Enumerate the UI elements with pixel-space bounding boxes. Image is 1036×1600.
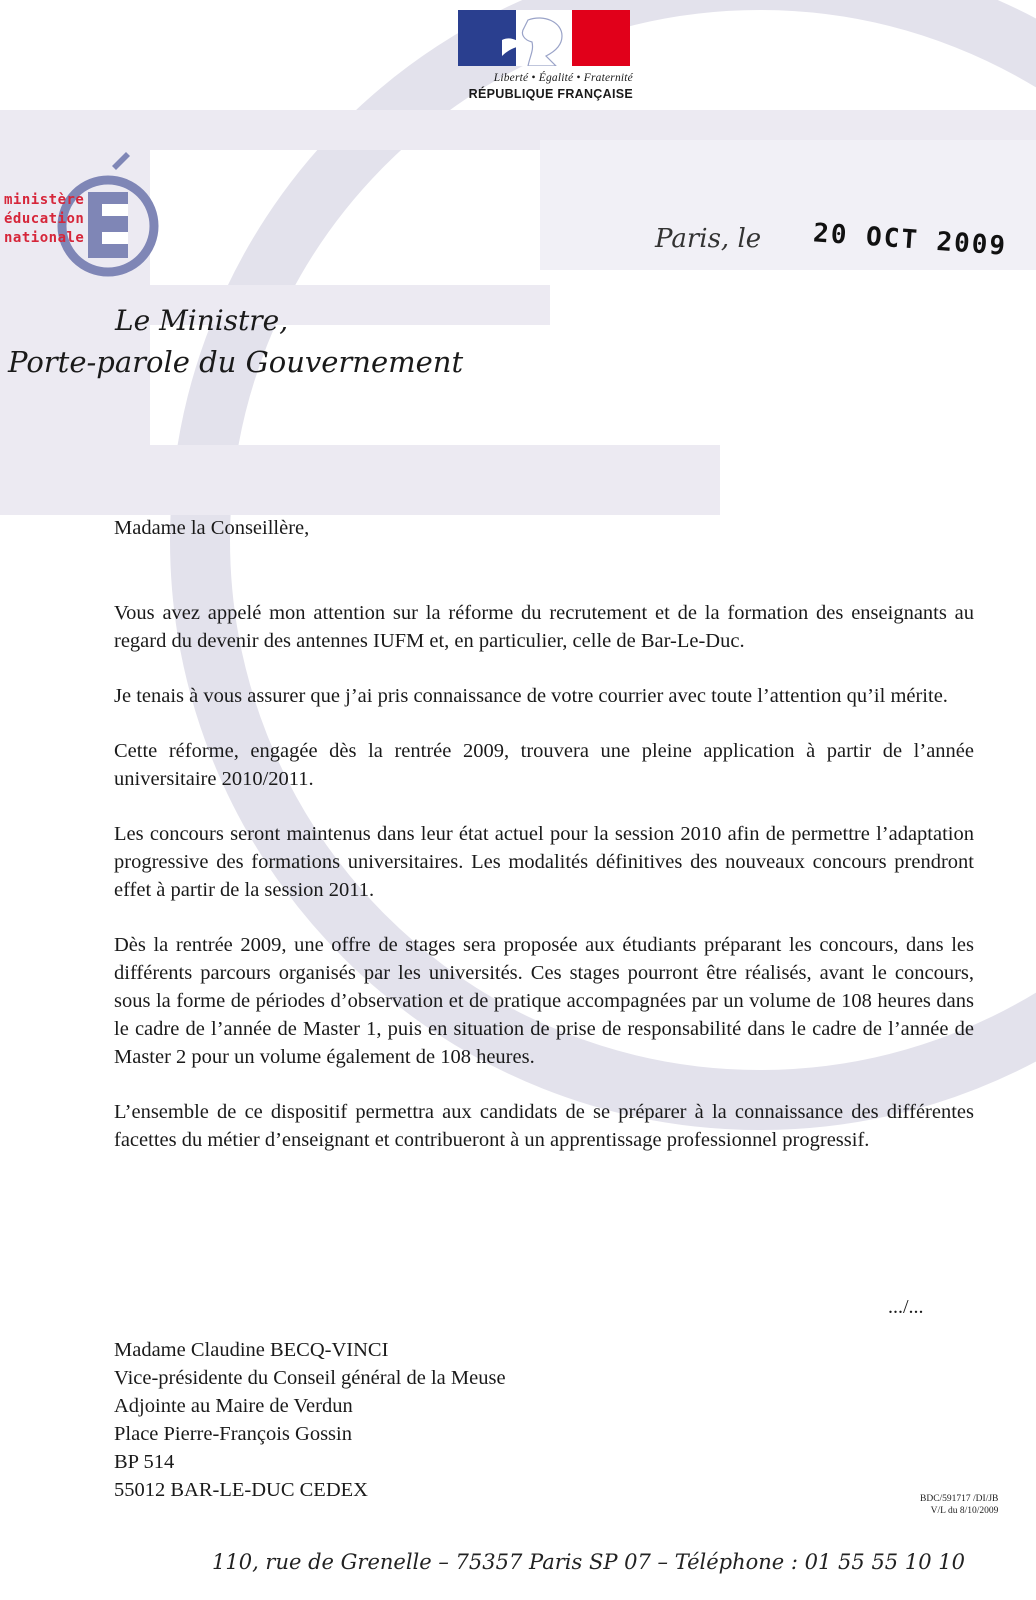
reference-line: BDC/591717 /DI/JB	[920, 1494, 999, 1504]
ministry-wordmark	[4, 191, 84, 248]
reference-line: V/L du 8/10/2009	[930, 1506, 999, 1516]
salutation: Madame la Conseillère,	[114, 517, 310, 539]
letter-body	[114, 514, 974, 1181]
addressee-line: Adjointe au Maire de Verdun	[114, 1395, 353, 1417]
republique-francaise-label: RÉPUBLIQUE FRANÇAISE	[468, 87, 633, 101]
ministry-line: éducation	[4, 211, 85, 227]
body-paragraph: Dès la rentrée 2009, une offre de stages sera proposée aux étudiants préparant les concours, dans les différents parcours organisés par les universités. Ces stages pourront être réalisés, avant le concours, sous la forme de périodes d’observation et de pratique accompagnées par un volume de 108 heures dans le cadre de l’année de Master 1, puis en situation de prise de responsabilité dans le cadre de l’année de Master 2 pour un volume également de 108 heures.	[114, 934, 974, 1068]
body-paragraph: Je tenais à vous assurer que j’ai pris connaissance de votre courrier avec toute l’attention qu’il mérite.	[114, 685, 948, 707]
body-paragraph: Vous avez appelé mon attention sur la réforme du recrutement et de la formation des enseignants au regard du devenir des antennes IUFM et, en particulier, celle de Bar-Le-Duc.	[114, 602, 974, 652]
footer-address: 110, rue de Grenelle – 75357 Paris SP 07 – Téléphone : 01 55 55 10 10	[212, 1550, 965, 1574]
body-paragraph: Cette réforme, engagée dès la rentrée 2009, trouvera une pleine application à partir de l’année universitaire 2010/2011.	[114, 740, 974, 790]
date-stamp: 20 OCT 2009	[812, 218, 1008, 262]
sender-subtitle: Porte-parole du Gouvernement	[8, 345, 464, 379]
reference-code	[920, 1493, 998, 1517]
addressee-line: 55012 BAR-LE-DUC CEDEX	[114, 1479, 368, 1501]
addressee-line: BP 514	[114, 1451, 175, 1473]
sender-title: Le Ministre,	[115, 304, 289, 337]
continuation-mark: .../...	[888, 1296, 924, 1318]
ministry-line: ministère	[4, 192, 85, 208]
flag-red-band	[572, 10, 630, 66]
motto-text: Liberté • Égalité • Fraternité	[493, 72, 633, 84]
ministry-line: nationale	[4, 230, 85, 246]
addressee-block	[114, 1336, 506, 1504]
marianne-logo	[458, 10, 633, 101]
body-paragraph: L’ensemble de ce dispositif permettra aux candidats de se préparer à la connaissance des différentes facettes du métier d’enseignant et contribueront à un apprentissage professionnel progressif.	[114, 1101, 974, 1151]
body-paragraph: Les concours seront maintenus dans leur état actuel pour la session 2010 afin de permettre l’adaptation progressive des formations universitaires. Les modalités définitives des nouveaux concours prendront effet à partir de la session 2011.	[114, 823, 974, 901]
addressee-line: Madame Claudine BECQ-VINCI	[114, 1339, 389, 1361]
flag-blue-band	[458, 10, 516, 66]
date-line	[655, 224, 761, 254]
marianne-flag-icon	[458, 10, 630, 66]
addressee-line: Vice-présidente du Conseil général de la Meuse	[114, 1367, 506, 1389]
date-prefix: Paris, le	[655, 224, 762, 254]
addressee-line: Place Pierre-François Gossin	[114, 1423, 352, 1445]
